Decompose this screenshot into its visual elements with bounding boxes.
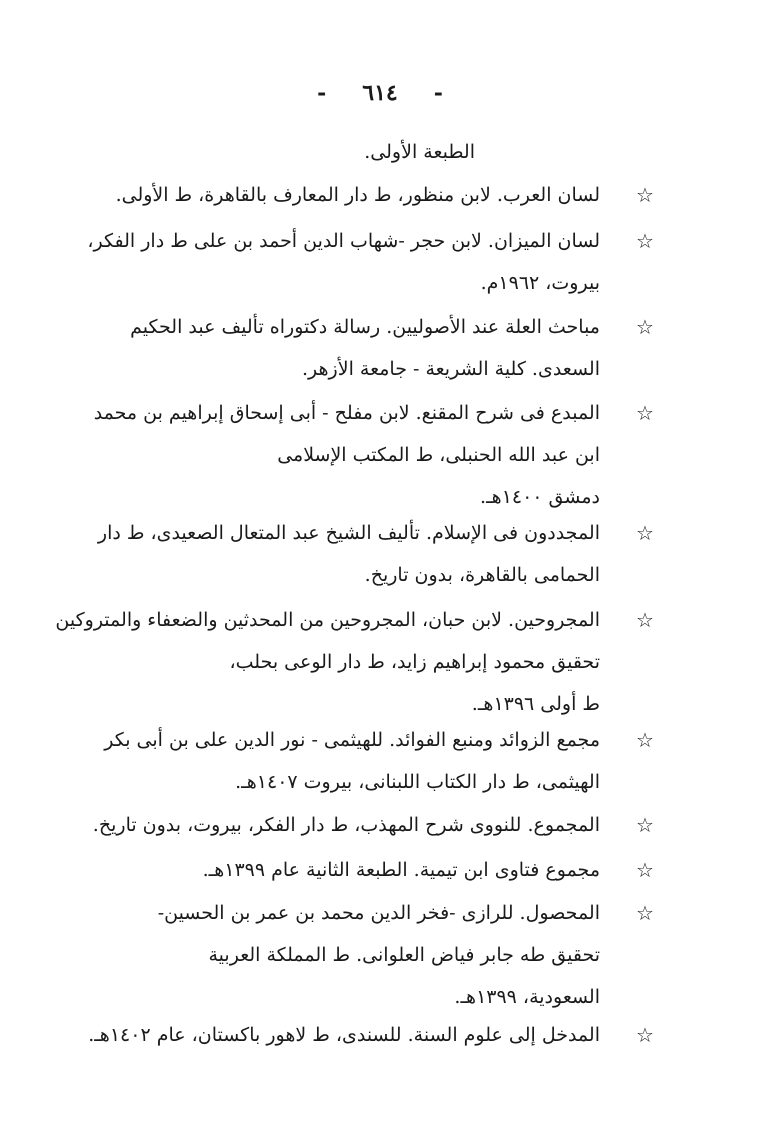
entry-line: ط أولى ١٣٩٦هـ. xyxy=(471,693,600,715)
star-bullet-icon: ☆ xyxy=(636,521,654,545)
star-bullet-icon: ☆ xyxy=(636,728,654,752)
entry-line: الحمامى بالقاهرة، بدون تاريخ. xyxy=(364,564,600,586)
star-bullet-icon: ☆ xyxy=(636,901,654,925)
entry-line: تحقيق طه جابر فياض العلوانى. ط المملكة العربية xyxy=(208,944,600,966)
entry-line: تحقيق محمود إبراهيم زايد، ط دار الوعى بحلب، xyxy=(229,651,600,673)
entry-line: لسان العرب. لابن منظور، ط دار المعارف بالقاهرة، ط الأولى. xyxy=(115,184,600,206)
entry-line: لسان الميزان. لابن حجر -شهاب الدين أحمد بن على ط دار الفكر، xyxy=(87,230,600,252)
star-bullet-icon: ☆ xyxy=(636,183,654,207)
entry-line: السعدى. كلية الشريعة - جامعة الأزهر. xyxy=(302,358,600,380)
star-bullet-icon: ☆ xyxy=(636,401,654,425)
entry-line: السعودية، ١٣٩٩هـ. xyxy=(454,986,600,1008)
entry-line: بيروت، ١٩٦٢م. xyxy=(480,272,600,294)
star-bullet-icon: ☆ xyxy=(636,229,654,253)
entry-line: المجروحين. لابن حبان، المجروحين من المحدثين والضعفاء والمتروكين xyxy=(55,609,600,631)
entry-line: المجموع. للنووى شرح المهذب، ط دار الفكر، بيروت، بدون تاريخ. xyxy=(92,814,600,836)
entry-line: المبدع فى شرح المقنع. لابن مفلح - أبى إسحاق إبراهيم بن محمد xyxy=(93,402,600,424)
page-number-dash-right: - xyxy=(433,80,443,106)
entry-line: المدخل إلى علوم السنة. للسندى، ط لاهور باكستان، عام ١٤٠٢هـ. xyxy=(88,1024,600,1046)
entry-line: دمشق ١٤٠٠هـ. xyxy=(480,486,600,508)
entry-line: المحصول. للرازى -فخر الدين محمد بن عمر بن الحسين- xyxy=(157,902,600,924)
entry-line: الهيثمى، ط دار الكتاب اللبنانى، بيروت ١٤٠٧هـ. xyxy=(235,771,600,793)
entry-line: مباحث العلة عند الأصوليين. رسالة دكتوراه تأليف عبد الحكيم xyxy=(130,316,600,338)
page-number-value: ٦١٤ xyxy=(362,80,398,106)
star-bullet-icon: ☆ xyxy=(636,315,654,339)
page-number xyxy=(0,80,760,106)
star-bullet-icon: ☆ xyxy=(636,1023,654,1047)
entry-line: مجمع الزوائد ومنبع الفوائد. للهيثمى - نور الدين على بن أبى بكر xyxy=(104,729,600,751)
star-bullet-icon: ☆ xyxy=(636,813,654,837)
entry-line: ابن عبد الله الحنبلى، ط المكتب الإسلامى xyxy=(277,444,600,466)
entry-line: المجددون فى الإسلام. تأليف الشيخ عبد المتعال الصعيدى، ط دار xyxy=(97,522,600,544)
star-bullet-icon: ☆ xyxy=(636,858,654,882)
entry-line: مجموع فتاوى ابن تيمية. الطبعة الثانية عام ١٣٩٩هـ. xyxy=(202,859,600,881)
page-number-dash-left: - xyxy=(317,80,327,106)
continuation-line: الطبعة الأولى. xyxy=(364,141,475,163)
star-bullet-icon: ☆ xyxy=(636,608,654,632)
